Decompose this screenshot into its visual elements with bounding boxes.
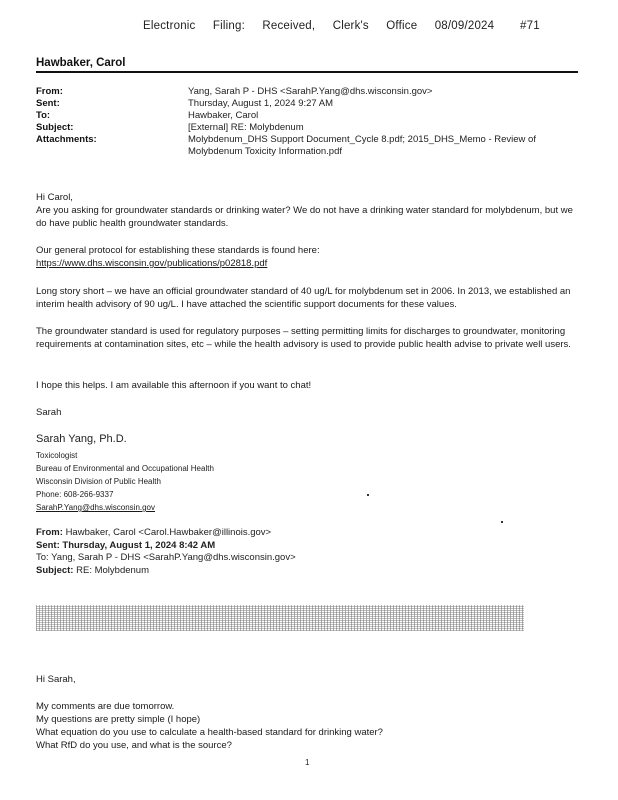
fwd-to-line: To: Yang, Sarah P - DHS <SarahP.Yang@dhs.wisconsin.gov> (36, 552, 296, 563)
sent-row (36, 98, 578, 110)
reply-line-1: My comments are due tomorrow. (36, 701, 175, 712)
banner-line-2 (36, 618, 524, 631)
scan-speck (501, 521, 503, 523)
reply-line-4: What RfD do you use, and what is the source? (36, 740, 232, 751)
header-divider (36, 71, 578, 73)
reply-line-2: My questions are pretty simple (I hope) (36, 714, 201, 725)
message-paragraph-5: I hope this helps. I am available this afternoon if you want to chat! (36, 380, 312, 391)
message-paragraph-3: Long story short – we have an official groundwater standard of 40 ug/L for molybdenum set in 2006. In 2013, we established an interim health advisory of 90 ug/L. I have attached the scientific support documents for these values. (36, 286, 571, 310)
fwd-subject-value: RE: Molybdenum (76, 564, 149, 576)
attachments-value[interactable]: Molybdenum_DHS Support Document_Cycle 8.pdf; 2015_DHS_Memo - Review of Molybdenum Toxicity Information.pdf (188, 134, 536, 157)
from-value: Yang, Sarah P - DHS <SarahP.Yang@dhs.wisconsin.gov> (188, 86, 433, 97)
message-signoff: Sarah (36, 407, 62, 418)
signature-title: Toxicologist (36, 451, 78, 460)
email-header-block (36, 86, 578, 160)
signature-email-link[interactable]: SarahP.Yang@dhs.wisconsin.gov (36, 503, 156, 512)
mailbox-owner-name: Hawbaker, Carol (36, 57, 126, 69)
fwd-from-line: From: Hawbaker, Carol <Carol.Hawbaker@illinois.gov> (36, 527, 272, 538)
page-number: 1 (305, 758, 310, 767)
sent-value: Thursday, August 1, 2024 9:27 AM (188, 98, 334, 109)
reply-greeting: Hi Sarah, (36, 674, 76, 685)
message-greeting: Hi Carol, (36, 192, 73, 203)
fwd-sent-line: Sent: Thursday, August 1, 2024 8:42 AM (36, 539, 216, 551)
fwd-sent-value: Thursday, August 1, 2024 8:42 AM (62, 539, 216, 551)
redacted-external-warning-banner (36, 605, 524, 631)
fwd-to-value: Yang, Sarah P - DHS <SarahP.Yang@dhs.wisconsin.gov> (51, 552, 296, 563)
to-label: To: (36, 110, 51, 121)
signature-name: Sarah Yang, Ph.D. (36, 433, 127, 445)
attachments-row (36, 134, 578, 160)
signature-block (36, 449, 214, 514)
message-paragraph-1: Are you asking for groundwater standards or drinking water? We do not have a drinking water standard for molybdenum, but we do have public health groundwater standards. (36, 205, 573, 229)
subject-value: [External] RE: Molybdenum (188, 122, 304, 133)
fwd-subject-line: Subject: RE: Molybdenum (36, 564, 149, 576)
message-paragraph-2: Our general protocol for establishing these standards is found here: (36, 245, 320, 256)
banner-line-1 (36, 605, 336, 618)
protocol-link[interactable]: https://www.dhs.wisconsin.gov/publications/p02818.pdf (36, 258, 268, 269)
signature-bureau: Bureau of Environmental and Occupational Health (36, 464, 214, 473)
filing-exhibit-number: #71 (520, 20, 540, 32)
attachments-label: Attachments: (36, 134, 97, 145)
to-row (36, 110, 578, 122)
forwarded-header (36, 527, 296, 577)
message-paragraph-4: The groundwater standard is used for regulatory purposes – setting permitting limits for discharges to groundwater, monitoring requirements at contamination sites, etc – while the health advisory is used to provide public health advise to private well users. (36, 326, 571, 350)
reply-line-3: What equation do you use to calculate a health-based standard for drinking water? (36, 727, 383, 738)
protocol-link-container (36, 258, 581, 271)
sent-label: Sent: (36, 98, 60, 109)
scan-speck (367, 494, 369, 496)
subject-row (36, 122, 578, 134)
subject-label: Subject: (36, 122, 74, 133)
fwd-from-value: Hawbaker, Carol <Carol.Hawbaker@illinois.gov> (65, 527, 272, 538)
from-row (36, 86, 578, 98)
signature-phone: Phone: 608-266-9337 (36, 490, 114, 499)
signature-division: Wisconsin Division of Public Health (36, 477, 161, 486)
from-label: From: (36, 86, 63, 97)
to-value: Hawbaker, Carol (188, 110, 259, 121)
filing-stamp-text: Electronic Filing: Received, Clerk's Office 08/09/2024 (143, 20, 495, 32)
